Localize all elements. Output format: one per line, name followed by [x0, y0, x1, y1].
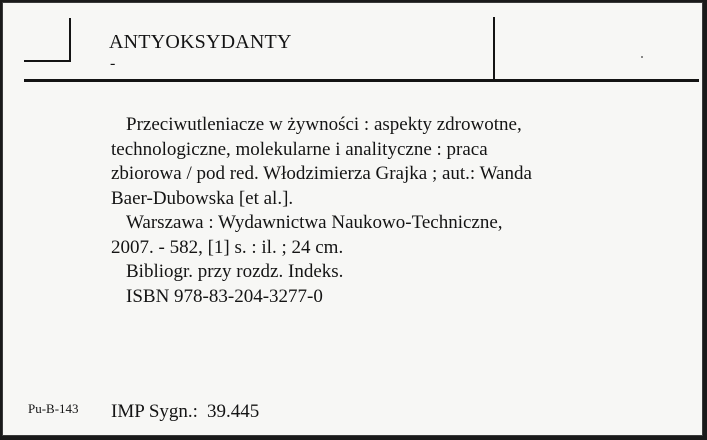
- subject-heading-dash: -: [110, 55, 116, 72]
- call-number-value: 39.445: [206, 401, 260, 422]
- corner-bracket-vertical: [69, 18, 71, 62]
- title-line: technologiczne, molekularne i analityczne : praca: [111, 138, 488, 160]
- shelf-code: Pu-B-143: [28, 401, 79, 416]
- call-number: [111, 401, 259, 423]
- title-line: zbiorowa / pod red. Włodzimierza Grajka ; aut.: Wanda: [111, 163, 532, 184]
- notes-line: Bibliogr. przy rozdz. Indeks.: [126, 261, 344, 282]
- publication-line: 2007. - 582, [1] s. : il. ; 24 cm.: [111, 236, 344, 258]
- isbn-line: ISBN 978-83-204-3277-0: [126, 285, 323, 307]
- title-line: Baer-Dubowska [et al.].: [111, 187, 294, 209]
- subject-heading: ANTYOKSYDANTY: [109, 31, 292, 53]
- header-divider: [493, 17, 495, 81]
- catalog-card: [2, 2, 703, 436]
- paper-speck: [641, 56, 643, 58]
- corner-bracket-horizontal: [24, 60, 71, 62]
- call-number-label: IMP Sygn.:: [111, 401, 198, 422]
- header-rule: [24, 79, 699, 82]
- publication-line: Warszawa : Wydawnictwa Naukowo-Techniczne,: [126, 212, 503, 233]
- title-line: Przeciwutleniacze w żywności : aspekty zdrowotne,: [126, 114, 522, 135]
- bibliographic-description: [111, 113, 631, 309]
